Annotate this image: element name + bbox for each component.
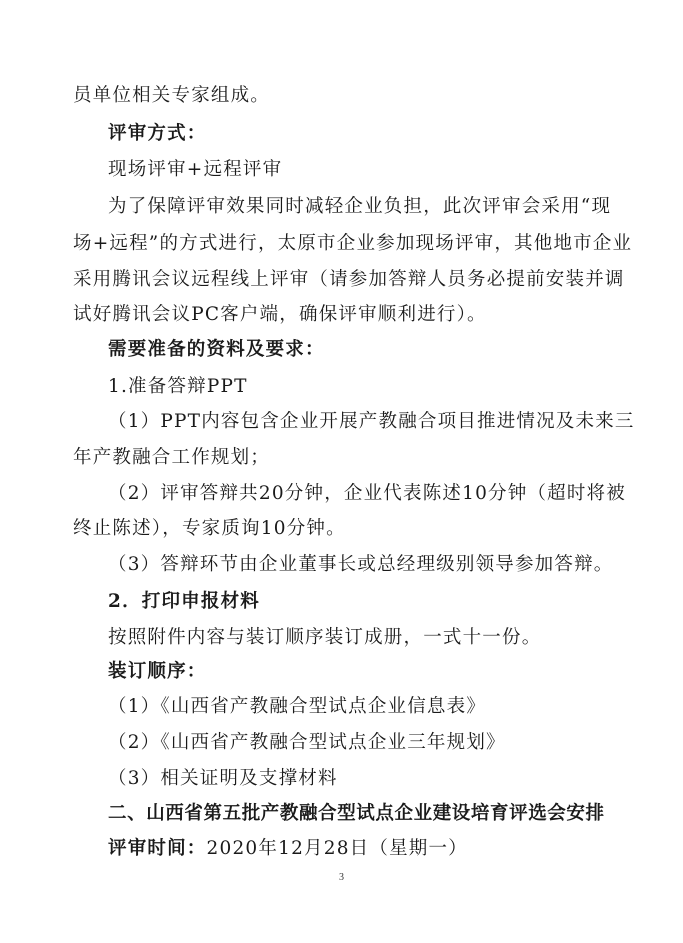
review-time-value: 2020年12月28日（星期一） — [206, 838, 468, 859]
section-heading-review-method: 评审方式： — [108, 123, 207, 144]
subheading-ppt: 1.准备答辩PPT — [108, 376, 248, 397]
list-item: （1）《山西省产教融合型试点企业信息表》 — [108, 696, 487, 717]
list-item: （3）答辩环节由企业董事长或总经理级别领导参加答辩。 — [108, 554, 614, 575]
subheading-print: 2．打印申报材料 — [108, 591, 260, 612]
list-item: （3）相关证明及支撑材料 — [108, 768, 338, 789]
list-item: （2）《山西省产教融合型试点企业三年规划》 — [108, 732, 506, 753]
section-heading-materials: 需要准备的资料及要求： — [108, 339, 325, 360]
paragraph-line: 年产教融合工作规划； — [73, 447, 271, 468]
section-heading-binding-order: 装订顺序： — [108, 661, 207, 682]
review-time-label: 评审时间： — [108, 838, 207, 859]
paragraph-line: 场+远程”的方式进行，太原市企业参加现场评审，其他地市企业 — [73, 233, 633, 254]
paragraph-line: 终止陈述），专家质询10分钟。 — [73, 518, 346, 539]
list-item: （2）评审答辩共20分钟，企业代表陈述10分钟（超时将被 — [108, 483, 626, 504]
paragraph-line: 为了保障评审效果同时减轻企业负担，此次评审会采用“现 — [108, 196, 612, 217]
paragraph-line: 员单位相关专家组成。 — [73, 85, 271, 106]
section-heading-arrangement: 二、山西省第五批产教融合型试点企业建设培育评选会安排 — [108, 803, 605, 824]
paragraph-line: 试好腾讯会议PC客户端，确保评审顺利进行）。 — [73, 304, 487, 325]
review-time-line — [108, 837, 468, 861]
paragraph-line: 按照附件内容与装订顺序装订成册，一式十一份。 — [108, 627, 542, 648]
paragraph-line: 采用腾讯会议远程线上评审（请参加答辩人员务必提前安装并调 — [73, 269, 625, 290]
paragraph-line: 现场评审+远程评审 — [108, 159, 283, 180]
page-number: 3 — [339, 872, 344, 883]
list-item: （1）PPT内容包含企业开展产教融合项目推进情况及未来三 — [108, 411, 635, 432]
